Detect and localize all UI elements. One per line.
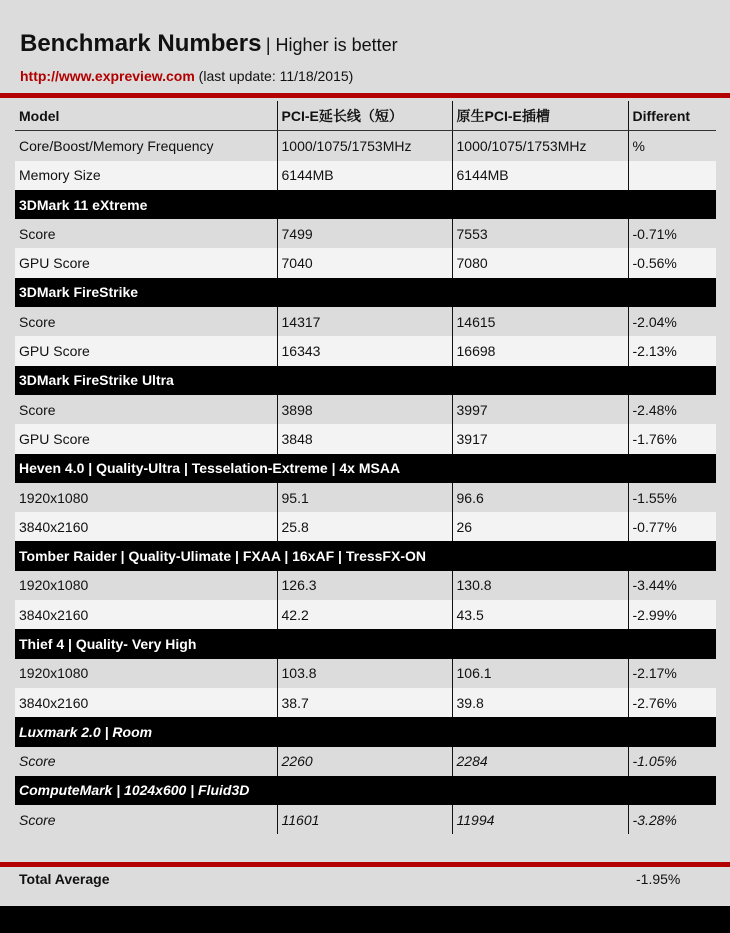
- table-row: [15, 336, 716, 365]
- row-label: 1920x1080: [15, 483, 277, 512]
- section-title: Heven 4.0 | Quality-Ultra | Tesselation-Extreme | 4x MSAA: [15, 454, 716, 483]
- table-row: [15, 483, 716, 512]
- section-title: 3DMark FireStrike Ultra: [15, 366, 716, 395]
- row-label: 3840x2160: [15, 688, 277, 717]
- table-row: [15, 571, 716, 600]
- extension-cable-value: 2260: [277, 747, 452, 776]
- section-header-row: [15, 366, 716, 395]
- native-slot-value: 11994: [452, 805, 628, 834]
- page-subtitle: | Higher is better: [265, 35, 398, 55]
- table-row: [15, 747, 716, 776]
- extension-cable-value: 3898: [277, 395, 452, 424]
- section-title: 3DMark FireStrike: [15, 278, 716, 307]
- row-label: Core/Boost/Memory Frequency: [15, 131, 277, 161]
- native-slot-value: 26: [452, 512, 628, 541]
- section-header-row: [15, 717, 716, 746]
- native-slot-value: 16698: [452, 336, 628, 365]
- top-divider: [0, 93, 730, 98]
- row-label: GPU Score: [15, 424, 277, 453]
- footer-bar: [0, 906, 730, 933]
- table-row: [15, 161, 716, 190]
- page-title: Benchmark Numbers: [20, 30, 262, 57]
- table-header-row: [15, 101, 716, 131]
- difference-value: -1.76%: [628, 424, 716, 453]
- column-header: Different: [628, 101, 716, 131]
- row-label: Score: [15, 805, 277, 834]
- section-title: ComputeMark | 1024x600 | Fluid3D: [15, 776, 716, 805]
- table-row: [15, 131, 716, 161]
- extension-cable-value: 42.2: [277, 600, 452, 629]
- table-row: [15, 512, 716, 541]
- table-row: [15, 600, 716, 629]
- section-header-row: [15, 454, 716, 483]
- difference-value: -1.05%: [628, 747, 716, 776]
- extension-cable-value: 126.3: [277, 571, 452, 600]
- extension-cable-value: 1000/1075/1753MHz: [277, 131, 452, 161]
- column-header: PCI-E延长线（短）: [277, 101, 452, 131]
- difference-value: -2.17%: [628, 659, 716, 688]
- table-row: [15, 659, 716, 688]
- section-title: Thief 4 | Quality- Very High: [15, 629, 716, 658]
- table-row: [15, 248, 716, 277]
- section-header-row: [15, 776, 716, 805]
- table-row: [15, 395, 716, 424]
- native-slot-value: 14615: [452, 307, 628, 336]
- row-label: Score: [15, 747, 277, 776]
- benchmark-table: [15, 101, 716, 834]
- difference-value: -3.44%: [628, 571, 716, 600]
- extension-cable-value: 14317: [277, 307, 452, 336]
- section-header-row: [15, 541, 716, 570]
- section-title: 3DMark 11 eXtreme: [15, 190, 716, 219]
- total-average-row: [15, 867, 716, 893]
- section-header-row: [15, 190, 716, 219]
- extension-cable-value: 25.8: [277, 512, 452, 541]
- extension-cable-value: 38.7: [277, 688, 452, 717]
- native-slot-value: 106.1: [452, 659, 628, 688]
- extension-cable-value: 3848: [277, 424, 452, 453]
- native-slot-value: 43.5: [452, 600, 628, 629]
- extension-cable-value: 11601: [277, 805, 452, 834]
- table-row: [15, 219, 716, 248]
- native-slot-value: 130.8: [452, 571, 628, 600]
- section-header-row: [15, 629, 716, 658]
- extension-cable-value: 103.8: [277, 659, 452, 688]
- table-row: [15, 688, 716, 717]
- last-update: (last update: 11/18/2015): [198, 68, 354, 84]
- section-header-row: [15, 278, 716, 307]
- header: [0, 0, 730, 92]
- native-slot-value: 1000/1075/1753MHz: [452, 131, 628, 161]
- table-row: [15, 307, 716, 336]
- difference-value: -0.77%: [628, 512, 716, 541]
- section-title: Luxmark 2.0 | Room: [15, 717, 716, 746]
- native-slot-value: 3917: [452, 424, 628, 453]
- difference-value: -1.55%: [628, 483, 716, 512]
- source-link[interactable]: http://www.expreview.com: [20, 68, 195, 84]
- total-average-value: -1.95%: [636, 871, 681, 887]
- extension-cable-value: 16343: [277, 336, 452, 365]
- native-slot-value: 6144MB: [452, 161, 628, 190]
- section-title: Tomber Raider | Quality-Ulimate | FXAA | 16xAF | TressFX-ON: [15, 541, 716, 570]
- row-label: GPU Score: [15, 248, 277, 277]
- row-label: GPU Score: [15, 336, 277, 365]
- row-label: 1920x1080: [15, 659, 277, 688]
- row-label: 1920x1080: [15, 571, 277, 600]
- difference-value: -2.48%: [628, 395, 716, 424]
- column-header: Model: [15, 101, 277, 131]
- column-header: 原生PCI-E插槽: [452, 101, 628, 131]
- native-slot-value: 7553: [452, 219, 628, 248]
- title-line: [20, 30, 398, 58]
- difference-value: -2.13%: [628, 336, 716, 365]
- row-label: 3840x2160: [15, 512, 277, 541]
- native-slot-value: 96.6: [452, 483, 628, 512]
- row-label: Memory Size: [15, 161, 277, 190]
- difference-value: %: [628, 131, 716, 161]
- difference-value: -2.76%: [628, 688, 716, 717]
- row-label: Score: [15, 219, 277, 248]
- difference-value: -2.04%: [628, 307, 716, 336]
- difference-value: [628, 161, 716, 190]
- extension-cable-value: 95.1: [277, 483, 452, 512]
- extension-cable-value: 6144MB: [277, 161, 452, 190]
- table-row: [15, 424, 716, 453]
- row-label: Score: [15, 307, 277, 336]
- difference-value: -0.71%: [628, 219, 716, 248]
- native-slot-value: 2284: [452, 747, 628, 776]
- native-slot-value: 3997: [452, 395, 628, 424]
- native-slot-value: 39.8: [452, 688, 628, 717]
- table-row: [15, 805, 716, 834]
- difference-value: -3.28%: [628, 805, 716, 834]
- row-label: Score: [15, 395, 277, 424]
- extension-cable-value: 7499: [277, 219, 452, 248]
- row-label: 3840x2160: [15, 600, 277, 629]
- difference-value: -0.56%: [628, 248, 716, 277]
- total-average-label: Total Average: [19, 871, 110, 887]
- extension-cable-value: 7040: [277, 248, 452, 277]
- url-line: [20, 68, 353, 84]
- difference-value: -2.99%: [628, 600, 716, 629]
- native-slot-value: 7080: [452, 248, 628, 277]
